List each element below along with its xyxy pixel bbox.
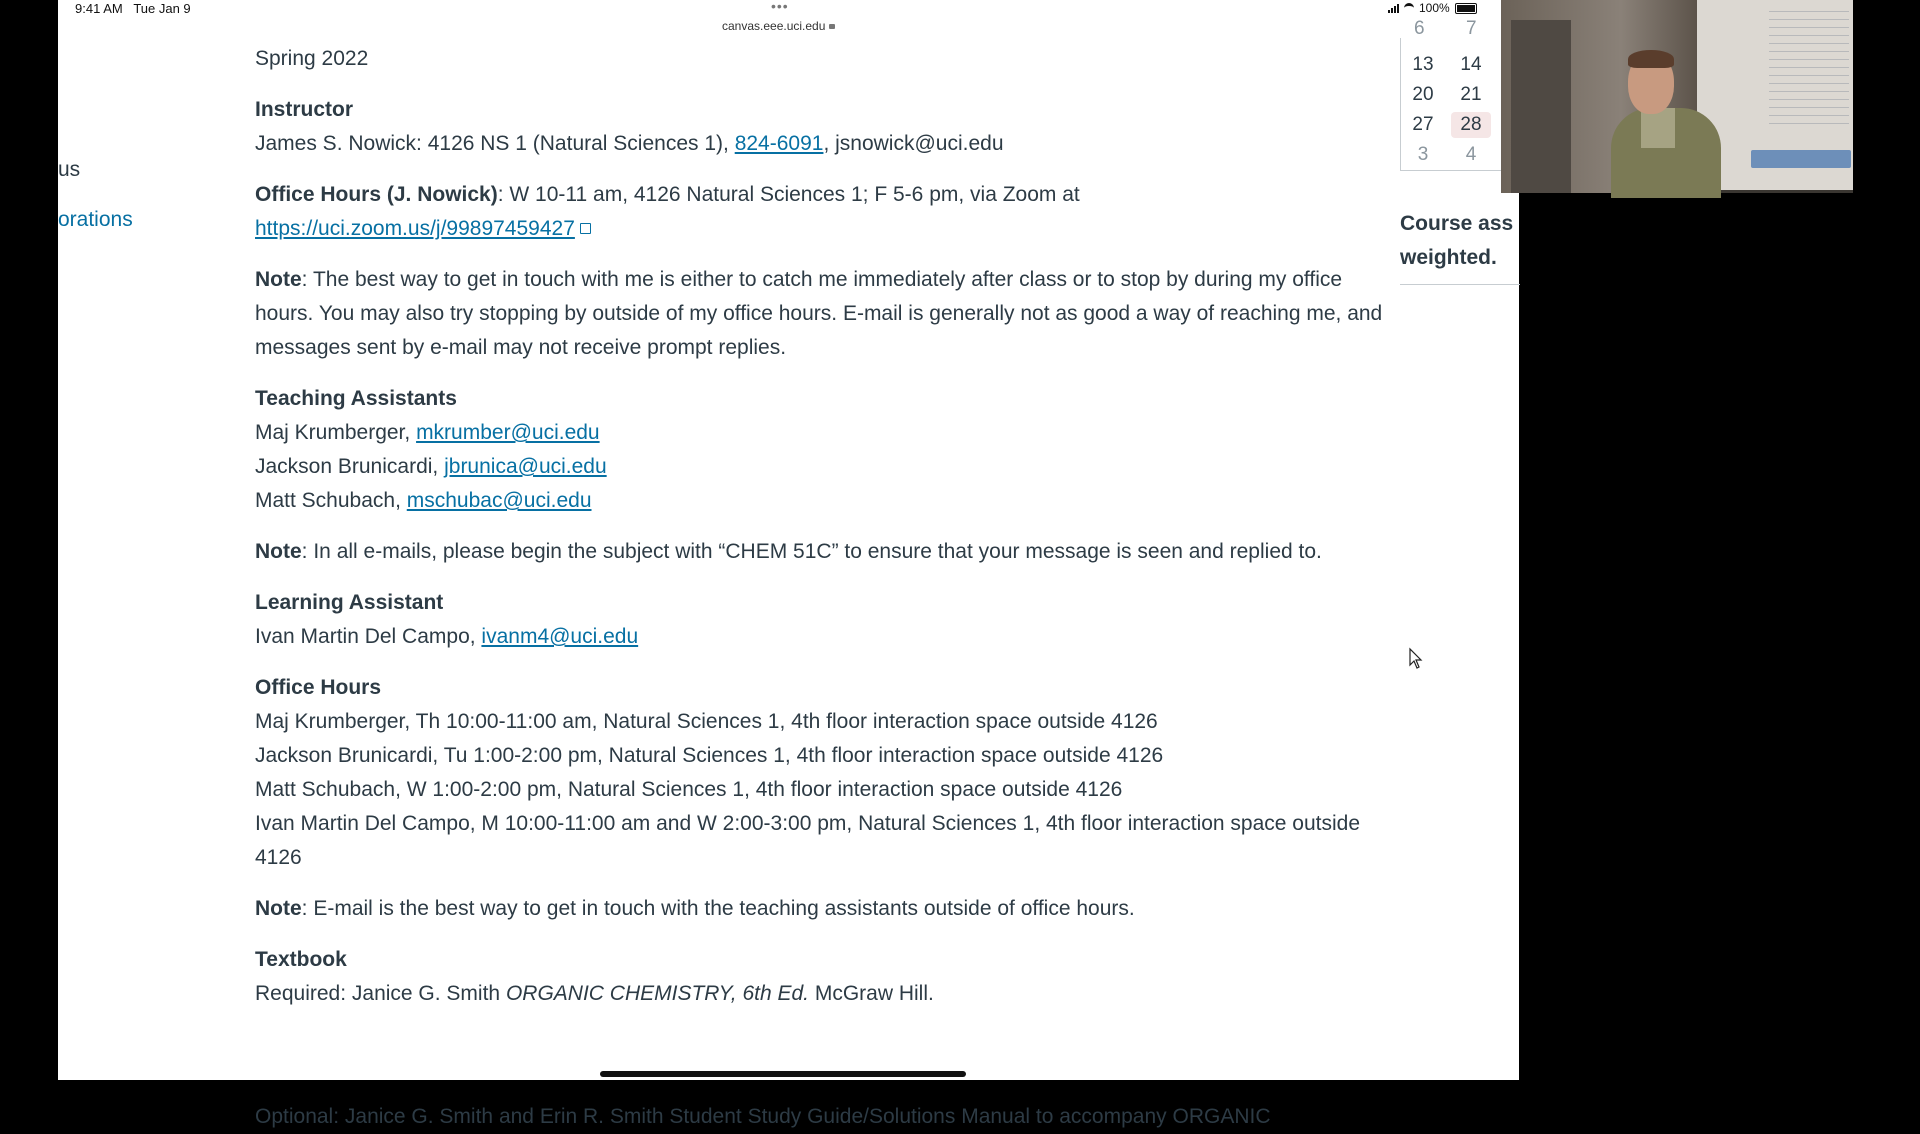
term-text — [255, 42, 1385, 76]
webcam-presenter-shirt — [1641, 108, 1675, 148]
ta-email-link[interactable]: mkrumber@uci.edu — [416, 421, 600, 444]
syllabus-content — [255, 42, 1385, 1128]
mouse-pointer-icon — [1409, 648, 1423, 670]
ta-name: Matt Schubach, — [255, 489, 407, 512]
office-hours-line: Jackson Brunicardi, Tu 1:00-2:00 pm, Natural Sciences 1, 4th floor interaction space outside 4126 — [255, 744, 1164, 767]
textbook-prefix: Required: Janice G. Smith — [255, 982, 506, 1005]
office-hours-section — [255, 671, 1385, 875]
calendar-day[interactable]: 4 — [1465, 144, 1477, 165]
instructor-info: James S. Nowick: 4126 NS 1 (Natural Sciences 1), — [255, 132, 735, 155]
webcam-screen-strip — [1751, 150, 1851, 168]
note-text: : The best way to get in touch with me is either to catch me immediately after class or to stop by during my office hours. You may also try stopping by outside of my office hours. E-mail is generally not as good a way of reaching me, and messages sent by e-mail may not receive prompt replies. — [255, 268, 1383, 359]
optional-textbook-line: Optional: Janice G. Smith and Erin R. Smith Student Study Guide/Solutions Manual to accompany ORGANIC — [255, 1105, 1271, 1128]
calendar-day-today[interactable]: 28 — [1451, 112, 1491, 138]
calendar-day[interactable]: 14 — [1460, 54, 1482, 75]
textbook-edition: 6th Ed. — [742, 982, 809, 1005]
office-hours-line: Maj Krumberger, Th 10:00-11:00 am, Natural Sciences 1, 4th floor interaction space outside 4126 — [255, 710, 1158, 733]
nowick-office-hours — [255, 178, 1385, 246]
instructor-email: , jsnowick@uci.edu — [823, 132, 1004, 155]
la-name: Ivan Martin Del Campo, — [255, 625, 482, 648]
note-text: : In all e-mails, please begin the subject with “CHEM 51C” to ensure that your message is seen and replied to. — [301, 540, 1322, 563]
status-indicators — [1388, 1, 1477, 15]
textbook-section — [255, 943, 1385, 1011]
note-ta-contact — [255, 892, 1385, 926]
textbook-sep: , — [730, 982, 743, 1005]
textbook-heading: Textbook — [255, 948, 347, 971]
cellular-signal-icon — [1388, 3, 1399, 13]
wifi-icon — [1404, 3, 1414, 14]
nav-item-collaborations[interactable]: orations — [58, 208, 133, 231]
note-label: Note — [255, 897, 302, 920]
textbook-publisher: McGraw Hill. — [809, 982, 934, 1005]
office-hours-label: Office Hours (J. Nowick) — [255, 183, 498, 206]
calendar-day[interactable]: 20 — [1412, 84, 1434, 105]
battery-icon — [1455, 3, 1477, 14]
note-label: Note — [255, 268, 302, 291]
zoom-link[interactable]: https://uci.zoom.us/j/99897459427 — [255, 217, 575, 240]
webcam-presenter-hair — [1628, 50, 1674, 68]
webcam-board-writing — [1769, 4, 1849, 124]
term-label: Spring 2022 — [255, 47, 369, 70]
course-assignments-heading: Course ass weighted. — [1400, 212, 1514, 269]
external-link-icon — [580, 223, 591, 234]
textbook-title: ORGANIC CHEMISTRY — [505, 982, 731, 1005]
url-text: canvas.eee.uci.edu — [722, 19, 826, 33]
instructor-heading: Instructor — [255, 98, 354, 121]
ta-email-link[interactable]: jbrunica@uci.edu — [444, 455, 607, 478]
office-hours-heading: Office Hours — [255, 676, 382, 699]
nav-item-syllabus[interactable]: us — [58, 158, 81, 181]
ta-email-link[interactable]: mschubac@uci.edu — [406, 489, 592, 512]
office-hours-text: : W 10-11 am, 4126 Natural Sciences 1; F 5-6 pm, via Zoom at — [497, 183, 1080, 206]
status-time-date — [75, 1, 191, 16]
lock-icon — [829, 24, 835, 29]
calendar-day[interactable]: 21 — [1460, 84, 1482, 105]
battery-percent: 100% — [1419, 1, 1450, 15]
instructor-phone-link[interactable]: 824-6091 — [734, 132, 824, 155]
ta-name: Jackson Brunicardi, — [255, 455, 445, 478]
calendar-day[interactable]: 27 — [1412, 114, 1434, 135]
ta-name: Maj Krumberger, — [255, 421, 417, 444]
ipad-screen — [58, 0, 1519, 1128]
status-date: Tue Jan 9 — [133, 1, 191, 16]
status-time: 9:41 AM — [75, 1, 123, 16]
calendar-day[interactable]: 13 — [1412, 54, 1434, 75]
office-hours-line: Ivan Martin Del Campo, M 10:00-11:00 am and W 2:00-3:00 pm, Natural Sciences 1, 4th floor interaction space outside 4126 — [255, 812, 1361, 869]
calendar-day[interactable]: 7 — [1466, 18, 1477, 39]
webcam-door — [1511, 20, 1571, 193]
calendar-day[interactable]: 3 — [1417, 144, 1429, 165]
learning-assistant-section — [255, 586, 1385, 654]
office-hours-line: Matt Schubach, W 1:00-2:00 pm, Natural Sciences 1, 4th floor interaction space outside 4126 — [255, 778, 1123, 801]
address-bar[interactable] — [722, 19, 835, 33]
status-bar — [58, 0, 1519, 44]
horizontal-scrollbar[interactable] — [600, 1071, 966, 1077]
instructor-section — [255, 93, 1385, 161]
divider — [1400, 284, 1520, 285]
mini-calendar — [1400, 38, 1504, 171]
multitasking-dots-icon[interactable]: ••• — [771, 0, 789, 14]
note-contact — [255, 263, 1385, 365]
note-email-subject — [255, 535, 1385, 569]
teaching-assistants-heading: Teaching Assistants — [255, 387, 457, 410]
note-text: : E-mail is the best way to get in touch with the teaching assistants outside of office hours. — [301, 897, 1135, 920]
note-label: Note — [255, 540, 302, 563]
learning-assistant-heading: Learning Assistant — [255, 591, 444, 614]
la-email-link[interactable]: ivanm4@uci.edu — [481, 625, 639, 648]
webcam-video-feed — [1501, 0, 1853, 193]
teaching-assistants-section — [255, 382, 1385, 518]
calendar-day[interactable]: 6 — [1414, 18, 1425, 39]
